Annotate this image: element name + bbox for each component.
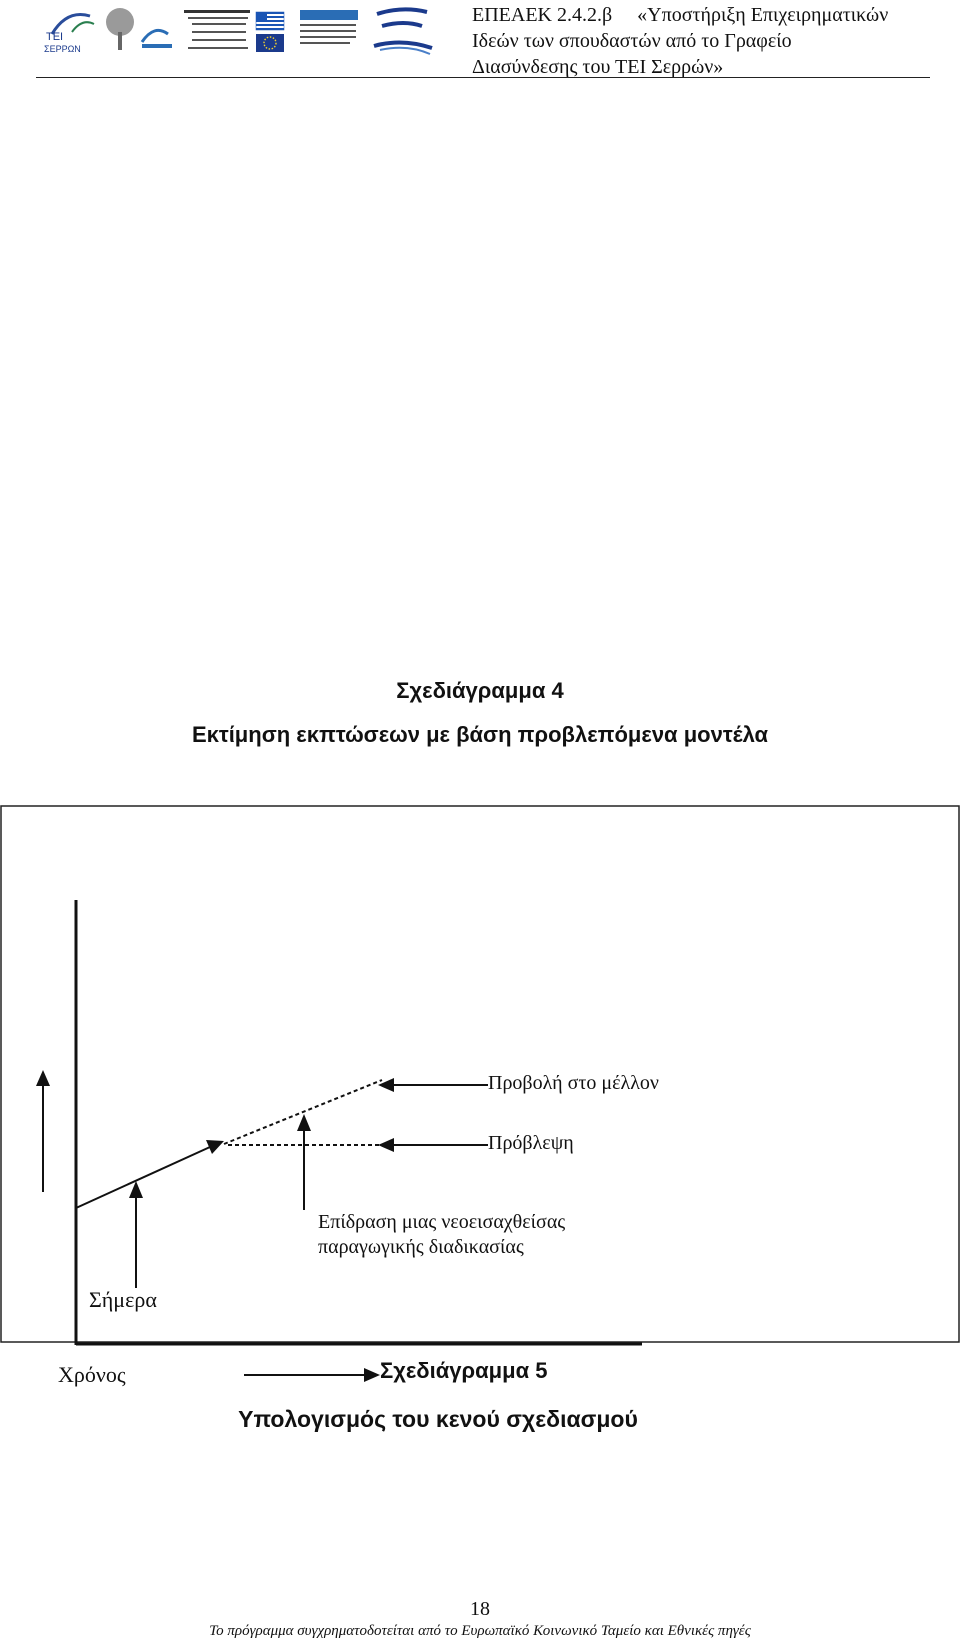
small-institution-logo: [142, 30, 172, 48]
trend-line: [76, 1147, 210, 1208]
diagram-frame: [1, 806, 959, 1342]
impact-arrow-head: [297, 1114, 311, 1131]
footer-funding-note: Το πρόγραμμα συγχρηματοδοτείται από το Ευρωπαϊκό Κοινωνικό Ταμείο και Εθνικές πηγές: [209, 1623, 751, 1639]
tree-emblem-logo: [106, 8, 134, 50]
header-divider: [36, 77, 930, 78]
label-impact: [318, 1210, 565, 1260]
epeaek-logo: [374, 9, 432, 54]
figure4-title: Σχεδιάγραμμα 4: [396, 678, 564, 703]
label-time: Χρόνος: [58, 1362, 126, 1387]
time-arrow-head: [364, 1368, 380, 1382]
label-today: Σήμερα: [89, 1287, 157, 1312]
header-line-3: Διασύνδεσης του ΤΕΙ Σερρών»: [472, 56, 724, 78]
y-direction-arrow-head: [36, 1070, 50, 1086]
label-impact-line2: παραγωγικής διαδικασίας: [318, 1236, 524, 1258]
greek-flag: [256, 12, 284, 30]
figure5-subtitle: Υπολογισμός του κενού σχεδιασμού: [238, 1406, 638, 1432]
eu-flag: [256, 34, 284, 52]
figure4-subtitle: Εκτίμηση εκπτώσεων με βάση προβλεπόμενα μοντέλα: [191, 722, 769, 747]
svg-text:ΣΕΡΡΩΝ: ΣΕΡΡΩΝ: [44, 44, 81, 54]
header-logo-strip: [42, 4, 452, 58]
forecast-pointer-head: [378, 1138, 394, 1152]
label-forecast: Πρόβλεψη: [488, 1132, 574, 1154]
header-project-title: [472, 2, 932, 80]
education-ministry-logo: [300, 10, 358, 44]
tei-serron-logo: [44, 14, 94, 54]
figure5-title: Σχεδιάγραμμα 5: [380, 1358, 548, 1383]
label-projection: Προβολή στο μέλλον: [488, 1072, 659, 1094]
page-number: 18: [470, 1598, 490, 1620]
header-line-2: Ιδεών των σπουδαστών από το Γραφείο: [472, 30, 792, 52]
ministry-logo: [184, 10, 250, 49]
svg-text:ΤΕΙ: ΤΕΙ: [46, 31, 64, 43]
header-line-1: ΕΠΕΑΕΚ 2.4.2.β «Υποστήριξη Επιχειρηματικών: [472, 4, 889, 26]
label-impact-line1: Επίδραση μιας νεοεισαχθείσας: [318, 1211, 566, 1233]
